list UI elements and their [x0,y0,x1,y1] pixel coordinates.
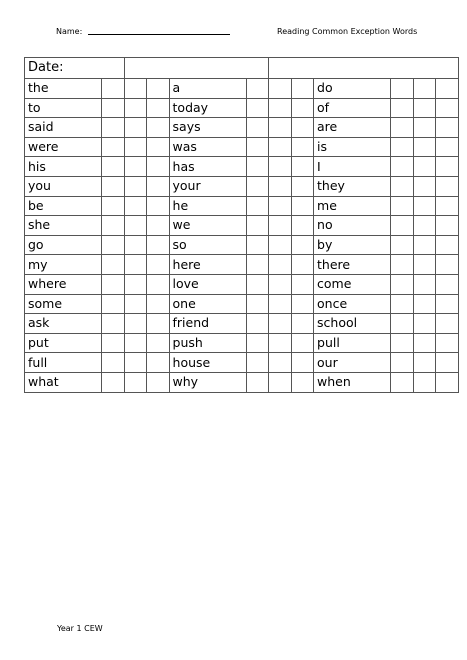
date-cell-extra[interactable] [269,58,459,79]
tick-box[interactable] [436,294,459,314]
tick-box[interactable] [124,294,147,314]
tick-box[interactable] [391,196,414,216]
tick-box[interactable] [413,274,436,294]
tick-box[interactable] [413,137,436,157]
word-cell: no [314,216,391,236]
word-row [25,118,459,138]
tick-box[interactable] [102,353,125,373]
tick-box[interactable] [291,274,314,294]
tick-box[interactable] [102,333,125,353]
word-cell: go [25,235,102,255]
word-cell: some [25,294,102,314]
tick-box[interactable] [269,118,292,138]
tick-box[interactable] [124,196,147,216]
word-cell: push [169,333,246,353]
word-cell: what [25,372,102,392]
tick-box[interactable] [102,294,125,314]
tick-box[interactable] [291,353,314,373]
word-row [25,137,459,157]
tick-box[interactable] [124,333,147,353]
tick-box[interactable] [124,235,147,255]
tick-box[interactable] [413,255,436,275]
tick-box[interactable] [269,274,292,294]
tick-box[interactable] [246,353,269,373]
tick-box[interactable] [391,314,414,334]
tick-box[interactable] [269,137,292,157]
tick-box[interactable] [147,196,170,216]
tick-box[interactable] [147,176,170,196]
tick-box[interactable] [147,98,170,118]
word-cell: our [314,353,391,373]
tick-box[interactable] [413,235,436,255]
tick-box[interactable] [124,176,147,196]
tick-box[interactable] [246,274,269,294]
tick-box[interactable] [246,79,269,99]
tick-box[interactable] [147,118,170,138]
tick-box[interactable] [246,314,269,334]
tick-box[interactable] [147,314,170,334]
word-cell: once [314,294,391,314]
tick-box[interactable] [269,79,292,99]
name-underline [88,34,230,35]
word-cell: one [169,294,246,314]
word-cell: me [314,196,391,216]
tick-box[interactable] [291,372,314,392]
date-row [25,58,459,79]
tick-box[interactable] [147,372,170,392]
word-row [25,353,459,373]
tick-box[interactable] [124,372,147,392]
tick-box[interactable] [413,294,436,314]
tick-box[interactable] [246,98,269,118]
tick-box[interactable] [269,98,292,118]
tick-box[interactable] [269,235,292,255]
word-row [25,196,459,216]
word-cell: the [25,79,102,99]
tick-box[interactable] [102,255,125,275]
word-row [25,98,459,118]
tick-box[interactable] [246,157,269,177]
tick-box[interactable] [436,98,459,118]
tick-box[interactable] [391,118,414,138]
tick-box[interactable] [147,274,170,294]
word-cell: he [169,196,246,216]
tick-box[interactable] [246,176,269,196]
name-line [56,27,230,36]
tick-box[interactable] [147,216,170,236]
word-row [25,157,459,177]
tick-box[interactable] [291,235,314,255]
word-cell: we [169,216,246,236]
tick-box[interactable] [291,157,314,177]
tick-box[interactable] [246,255,269,275]
tick-box[interactable] [269,216,292,236]
tick-box[interactable] [269,333,292,353]
tick-box[interactable] [246,294,269,314]
word-cell: ask [25,314,102,334]
tick-box[interactable] [291,79,314,99]
tick-box[interactable] [391,98,414,118]
tick-box[interactable] [147,79,170,99]
tick-box[interactable] [147,235,170,255]
page-title: Reading Common Exception Words [277,27,418,36]
tick-box[interactable] [391,216,414,236]
tick-box[interactable] [413,79,436,99]
tick-box[interactable] [147,255,170,275]
tick-box[interactable] [246,137,269,157]
word-cell: school [314,314,391,334]
tick-box[interactable] [102,235,125,255]
tick-box[interactable] [291,98,314,118]
tick-box[interactable] [436,118,459,138]
tick-box[interactable] [102,98,125,118]
tick-box[interactable] [246,333,269,353]
tick-box[interactable] [436,333,459,353]
tick-box[interactable] [391,79,414,99]
tick-box[interactable] [391,176,414,196]
tick-box[interactable] [269,196,292,216]
word-cell: friend [169,314,246,334]
word-cell: full [25,353,102,373]
tick-box[interactable] [436,137,459,157]
tick-box[interactable] [124,98,147,118]
word-cell: here [169,255,246,275]
tick-box[interactable] [291,333,314,353]
word-row [25,79,459,99]
tick-box[interactable] [413,98,436,118]
tick-box[interactable] [291,176,314,196]
tick-box[interactable] [436,255,459,275]
word-cell: so [169,235,246,255]
tick-box[interactable] [102,176,125,196]
tick-box[interactable] [102,157,125,177]
word-cell: said [25,118,102,138]
word-cell: why [169,372,246,392]
word-row [25,314,459,334]
tick-box[interactable] [413,176,436,196]
tick-box[interactable] [269,157,292,177]
tick-box[interactable] [391,157,414,177]
tick-box[interactable] [246,216,269,236]
word-row [25,235,459,255]
tick-box[interactable] [124,274,147,294]
tick-box[interactable] [291,314,314,334]
tick-box[interactable] [124,118,147,138]
tick-box[interactable] [246,372,269,392]
tick-box[interactable] [413,216,436,236]
tick-box[interactable] [124,314,147,334]
tick-box[interactable] [413,196,436,216]
tick-box[interactable] [436,79,459,99]
word-cell: there [314,255,391,275]
tick-box[interactable] [413,333,436,353]
word-row [25,176,459,196]
date-label: Date: [25,58,125,79]
tick-box[interactable] [102,274,125,294]
tick-box[interactable] [124,137,147,157]
tick-box[interactable] [124,255,147,275]
tick-box[interactable] [291,294,314,314]
word-cell: where [25,274,102,294]
tick-box[interactable] [391,274,414,294]
tick-box[interactable] [291,255,314,275]
word-row [25,294,459,314]
word-row [25,372,459,392]
word-cell: I [314,157,391,177]
tick-box[interactable] [102,118,125,138]
tick-box[interactable] [391,294,414,314]
tick-box[interactable] [102,196,125,216]
tick-box[interactable] [147,294,170,314]
word-cell: his [25,157,102,177]
word-cell: they [314,176,391,196]
word-cell: was [169,137,246,157]
tick-box[interactable] [391,255,414,275]
tick-box[interactable] [102,372,125,392]
word-cell: says [169,118,246,138]
word-cell: pull [314,333,391,353]
word-row [25,274,459,294]
word-cell: do [314,79,391,99]
tick-box[interactable] [413,353,436,373]
tick-box[interactable] [269,176,292,196]
tick-box[interactable] [391,372,414,392]
tick-box[interactable] [413,157,436,177]
tick-box[interactable] [391,333,414,353]
word-cell: house [169,353,246,373]
tick-box[interactable] [413,118,436,138]
tick-box[interactable] [269,294,292,314]
tick-box[interactable] [147,157,170,177]
word-cell: when [314,372,391,392]
tick-box[interactable] [102,137,125,157]
footer-label: Year 1 CEW [57,624,103,633]
tick-box[interactable] [413,372,436,392]
tick-box[interactable] [269,353,292,373]
tick-box[interactable] [147,137,170,157]
word-cell: by [314,235,391,255]
tick-box[interactable] [246,196,269,216]
word-cell: my [25,255,102,275]
tick-box[interactable] [291,196,314,216]
name-label: Name: [56,27,83,36]
tick-box[interactable] [102,314,125,334]
tick-box[interactable] [436,314,459,334]
word-cell: has [169,157,246,177]
tick-box[interactable] [436,176,459,196]
word-cell: were [25,137,102,157]
tick-box[interactable] [391,137,414,157]
tick-box[interactable] [436,157,459,177]
tick-box[interactable] [269,314,292,334]
tick-box[interactable] [391,235,414,255]
word-row [25,255,459,275]
word-cell: your [169,176,246,196]
tick-box[interactable] [436,353,459,373]
tick-box[interactable] [436,216,459,236]
tick-box[interactable] [269,255,292,275]
tick-box[interactable] [291,137,314,157]
word-cell: be [25,196,102,216]
date-cell[interactable] [124,58,269,79]
word-cell: a [169,79,246,99]
word-row [25,216,459,236]
word-cell: you [25,176,102,196]
tick-box[interactable] [102,79,125,99]
tick-box[interactable] [124,79,147,99]
tick-box[interactable] [124,157,147,177]
tick-box[interactable] [246,118,269,138]
word-row [25,333,459,353]
tick-box[interactable] [391,353,414,373]
word-cell: today [169,98,246,118]
word-cell: come [314,274,391,294]
tick-box[interactable] [246,235,269,255]
word-cell: of [314,98,391,118]
tick-box[interactable] [124,216,147,236]
word-cell: she [25,216,102,236]
tick-box[interactable] [124,353,147,373]
tick-box[interactable] [436,196,459,216]
word-cell: put [25,333,102,353]
tick-box[interactable] [147,333,170,353]
tick-box[interactable] [436,235,459,255]
tick-box[interactable] [436,274,459,294]
tick-box[interactable] [147,353,170,373]
word-cell: is [314,137,391,157]
word-cell: are [314,118,391,138]
grid-body [25,58,459,393]
word-grid [24,57,459,393]
tick-box[interactable] [102,216,125,236]
word-cell: to [25,98,102,118]
tick-box[interactable] [291,216,314,236]
tick-box[interactable] [291,118,314,138]
tick-box[interactable] [413,314,436,334]
tick-box[interactable] [436,372,459,392]
tick-box[interactable] [269,372,292,392]
word-cell: love [169,274,246,294]
